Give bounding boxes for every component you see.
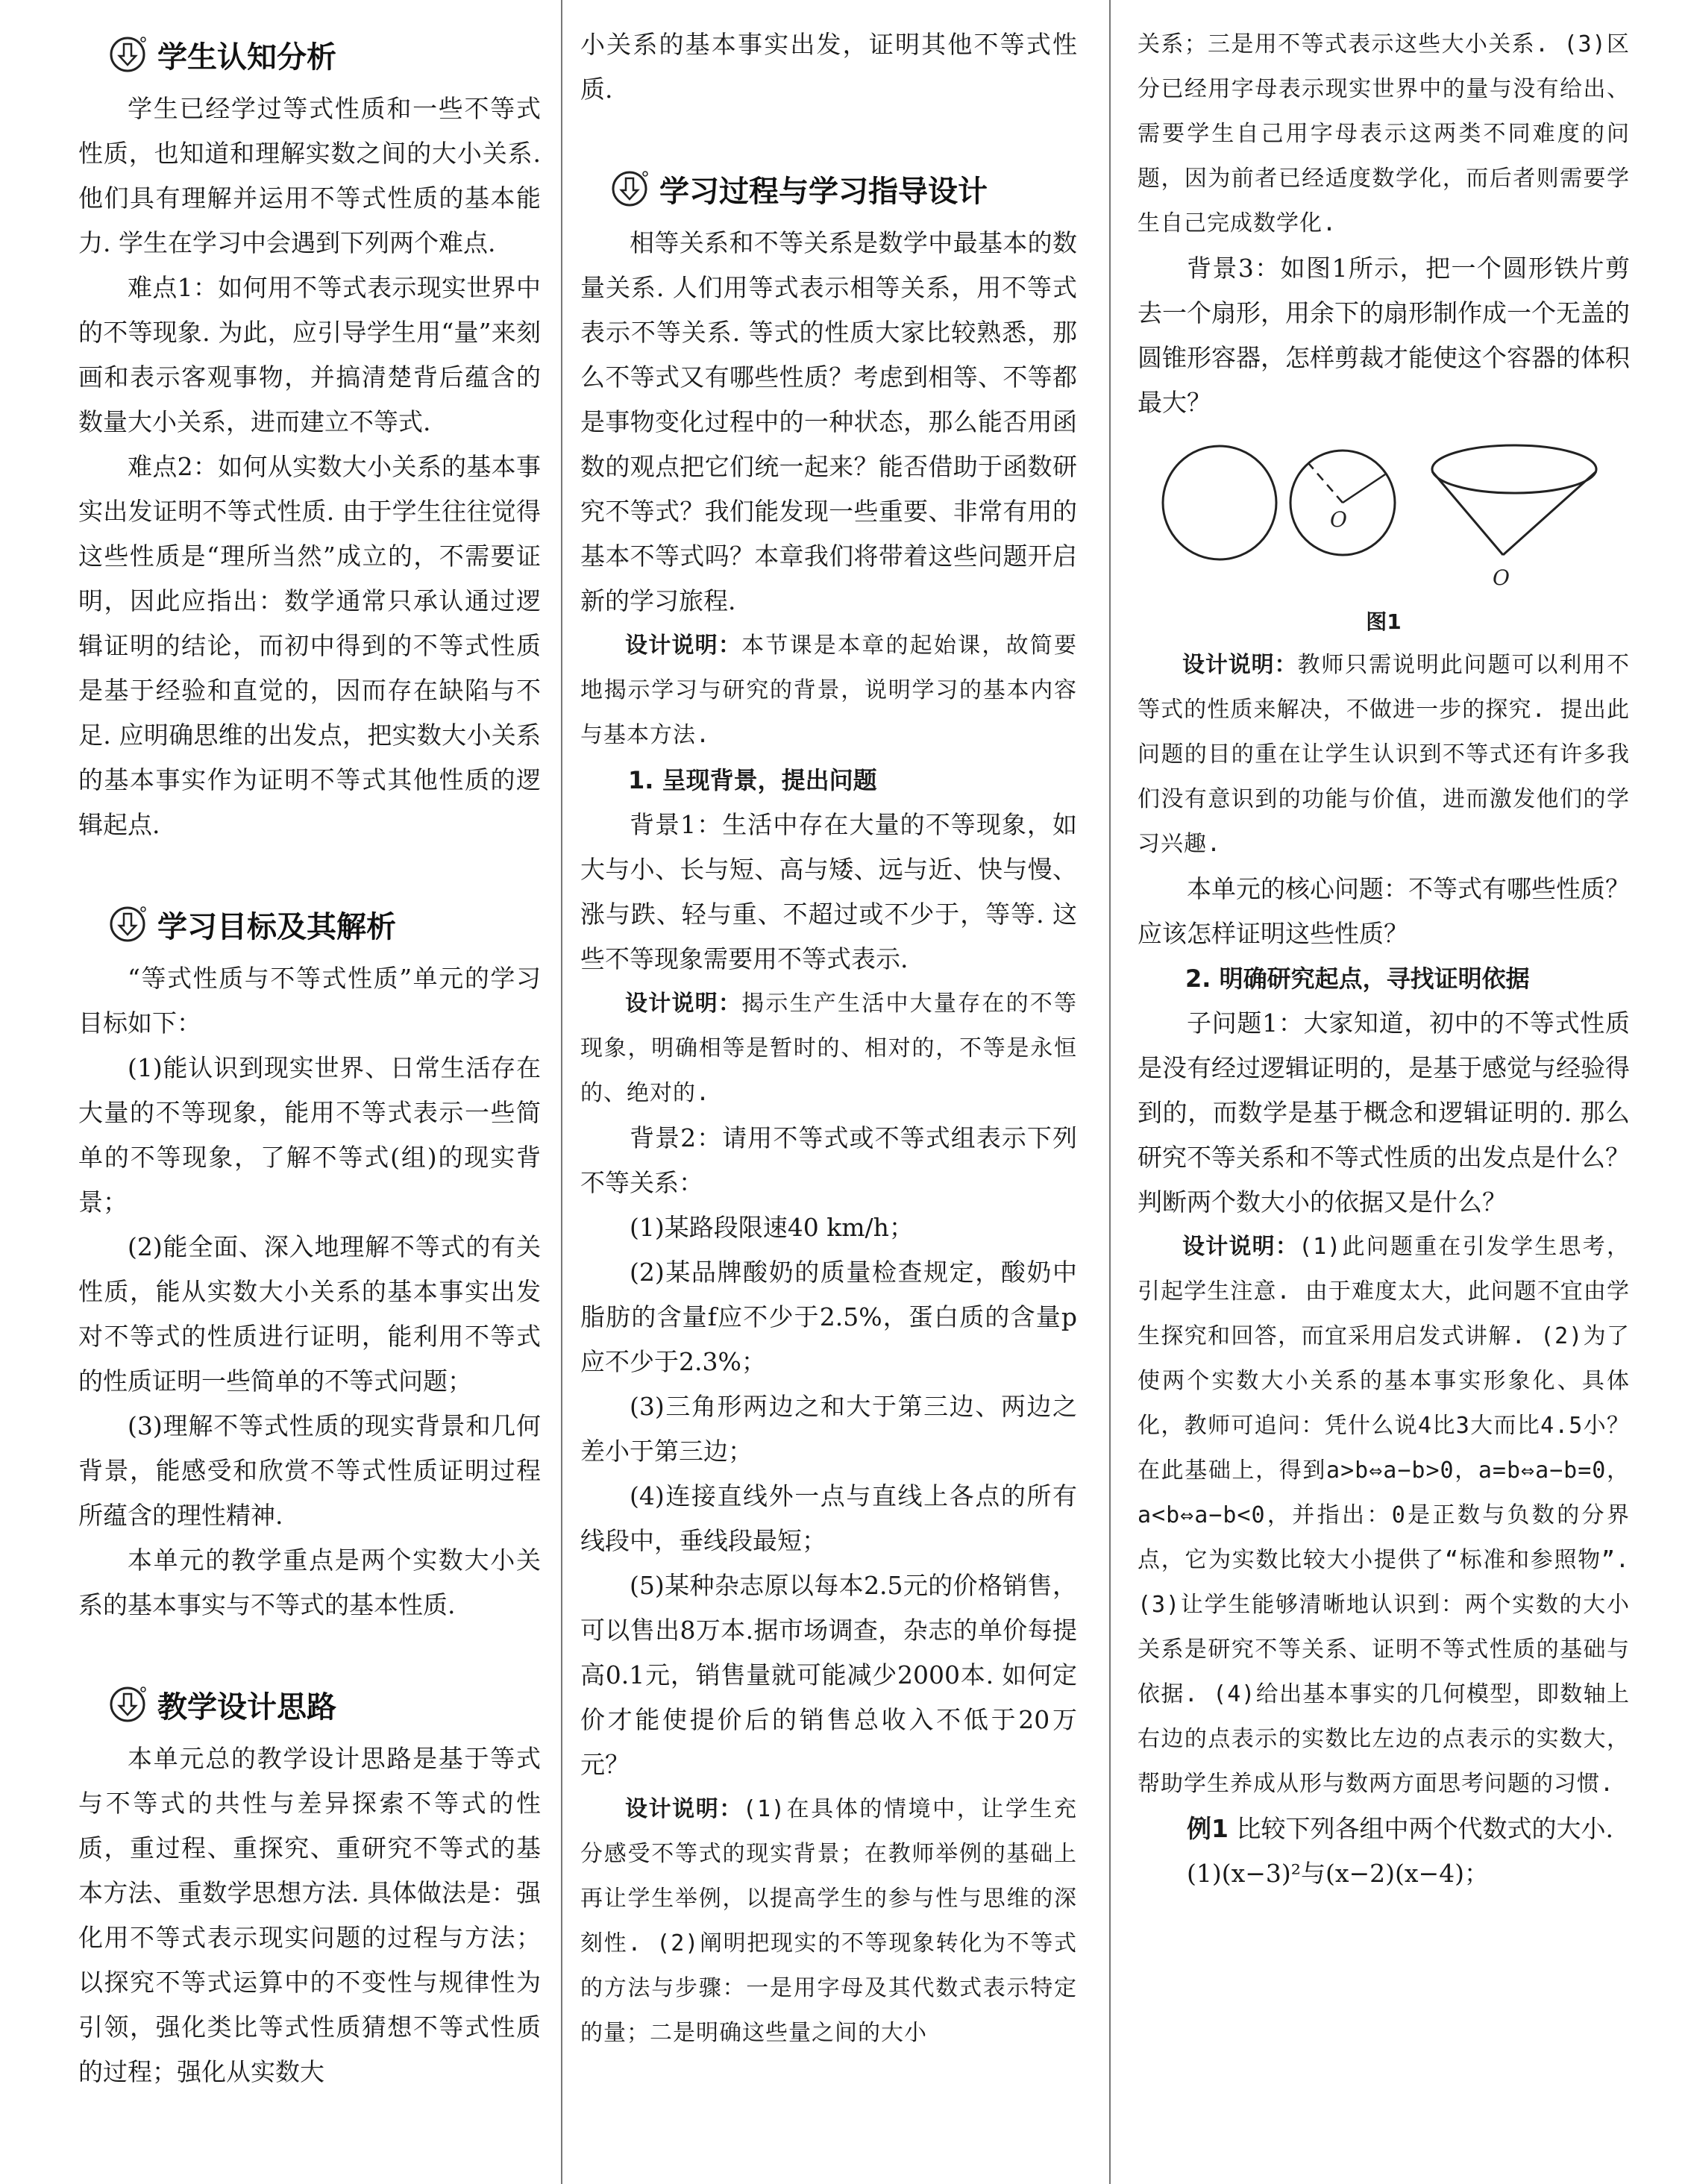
paragraph: 背景3：如图1所示，把一个圆形铁片剪去一个扇形，用余下的扇形制作成一个无盖的圆锥形容器，怎样剪裁才能使这个容器的体积最大？: [1138, 254, 1630, 417]
column-divider: [561, 0, 562, 2184]
full-circle: [1163, 446, 1276, 559]
paragraph: 子问题1：大家知道，初中的不等式性质是没有经过逻辑证明的，是基于感觉与经验得到的，而数学是基于概念和逻辑证明的. 那么研究不等关系和不等式性质的出发点是什么？判断两个数大小的依据又是什么？: [1138, 1008, 1630, 1217]
paragraph: (3)理解不等式性质的现实背景和几何背景，能感受和欣赏不等式性质证明过程所蕴含的理性精神.: [78, 1411, 541, 1530]
center-label-o: O: [1330, 507, 1347, 532]
design-note-label: 设计说明：: [625, 1796, 743, 1822]
paragraph: (4)连接直线外一点与直线上各点的所有线段中，垂线段最短；: [580, 1481, 1077, 1555]
paragraph: 本单元总的教学设计思路是基于等式与不等式的共性与差异探索不等式的性质，重过程、重探究、重研究不等式的基本方法、重数学思想方法. 具体做法是：强化用不等式表示现实问题的过程与方法；以探究不等式运算中的不变性与规律性为引领，强化类比等式性质猜想不等式性质的过程；强化从实数大: [78, 1744, 541, 2086]
apex-label-o: O: [1493, 565, 1510, 590]
design-note-label: 设计说明：: [625, 991, 742, 1017]
design-note-label: 设计说明：: [1182, 652, 1298, 678]
column-divider: [1109, 0, 1111, 2184]
down-arrow-circle-icon: [108, 905, 147, 944]
circle-sector-cone-diagram: [1152, 443, 1615, 592]
sector-radius-2: [1343, 474, 1385, 503]
paragraph: 学生已经学过等式性质和一些不等式性质，也知道和理解实数之间的大小关系. 他们具有理解并运用不等式性质的基本能力. 学生在学习中会遇到下列两个难点.: [78, 94, 541, 257]
design-note: [580, 1787, 1077, 2056]
heading-text: 教学设计思路: [157, 1689, 336, 1725]
paragraph: 难点1：如何用不等式表示现实世界中的不等现象. 为此，应引导学生用“量”来刻画和表示客观事物，并搞清楚背后蕴含的数量大小关系，进而建立不等式.: [78, 273, 541, 436]
example: [1138, 1807, 1630, 1851]
down-arrow-circle-icon: [610, 169, 649, 208]
example-item: (1)(x−3)²与(x−2)(x−4)；: [1187, 1859, 1489, 1888]
example-label: 例1: [1187, 1814, 1229, 1843]
design-note-text: 揭示生产生活中大量存在的不等现象，明确相等是暂时的、相对的，不等是永恒的、绝对的.: [580, 991, 1078, 1106]
subsection-heading: 1. 呈现背景，提出问题: [628, 766, 877, 794]
figure-caption: 图1: [1366, 609, 1402, 634]
design-note: [1138, 1225, 1630, 1807]
heading-text: 学习目标及其解析: [157, 909, 396, 944]
heading-text: 学习过程与学习指导设计: [659, 174, 988, 209]
paragraph: 小关系的基本事实出发，证明其他不等式性质.: [580, 30, 1077, 104]
subsection-heading: 2. 明确研究起点，寻找证明依据: [1185, 964, 1530, 993]
design-note-label: 设计说明：: [1182, 1234, 1299, 1260]
cone-side-left: [1432, 471, 1503, 555]
paragraph: 背景2：请用不等式或不等式组表示下列不等关系：: [580, 1123, 1077, 1197]
column-1: [78, 22, 541, 2169]
down-arrow-circle-icon: [108, 1685, 147, 1724]
paragraph: 本单元的核心问题：不等式有哪些性质？应该怎样证明这些性质？: [1138, 874, 1630, 948]
paragraph: 背景1：生活中存在大量的不等现象，如大与小、长与短、高与矮、远与近、快与慢、涨与跌、轻与重、不超过或不少于，等等. 这些不等现象需要用不等式表示.: [580, 810, 1077, 973]
paragraph: 本单元的教学重点是两个实数大小关系的基本事实与不等式的基本性质.: [78, 1546, 541, 1619]
design-note-text: 教师只需说明此问题可以利用不等式的性质来解决，不做进一步的探究. 提出此问题的目的重在让学生认识到不等式还有许多我们没有意识到的功能与价值，进而激发他们的学习兴趣.: [1138, 652, 1631, 857]
design-note-label: 设计说明：: [625, 633, 742, 659]
paragraph: (3)三角形两边之和大于第三边、两边之差小于第三边；: [580, 1392, 1077, 1466]
column-3: [1138, 22, 1630, 2169]
figure-1: [1138, 443, 1630, 636]
cone-side-right: [1503, 471, 1596, 555]
cone-rim: [1432, 445, 1596, 493]
paragraph: “等式性质与不等式性质”单元的学习目标如下：: [78, 964, 541, 1038]
down-arrow-circle-icon: [108, 35, 147, 74]
design-note-text: (1)在具体的情境中，让学生充分感受不等式的现实背景；在教师举例的基础上再让学生举例，以提高学生的参与性与思维的深刻性. (2)阐明把现实的不等现象转化为不等式的方法与步骤：一是用字母及其代数式表示特定的量；二是明确这些量之间的大小: [580, 1796, 1078, 2046]
design-note-continued: 关系；三是用不等式表示这些大小关系. (3)区分已经用字母表示现实世界中的量与没有给出、需要学生自己用字母表示这两类不同难度的问题，因为前者已经适度数学化，而后者则需要学生自己完成数学化.: [1138, 31, 1630, 236]
paragraph: (5)某种杂志原以每本2.5元的价格销售，可以售出8万本.据市场调查，杂志的单价每提高0.1元，销售量就可能减少2000本. 如何定价才能使提价后的销售总收入不低于20万元？: [580, 1571, 1077, 1779]
paragraph: 相等关系和不等关系是数学中最基本的数量关系. 人们用等式表示相等关系，用不等式表示不等关系. 等式的性质大家比较熟悉，那么不等式又有哪些性质？考虑到相等、不等都是事物变化过程中的一种状态，那么能否用函数的观点把它们统一起来？能否借助于函数研究不等式？我们能发现一些重要、非常有用的基本不等式吗？本章我们将带着这些问题开启新的学习旅程.: [580, 228, 1077, 615]
example-text: 比较下列各组中两个代数式的大小.: [1228, 1814, 1613, 1843]
column-2: [580, 22, 1077, 2169]
section-heading: [108, 901, 541, 947]
section-heading: [108, 1681, 541, 1728]
paragraph: 难点2：如何从实数大小关系的基本事实出发证明不等式性质. 由于学生往往觉得这些性质是“理所当然”成立的，不需要证明，因此应指出：数学通常只承认通过逻辑证明的结论，而初中得到的不等式性质是基于经验和直觉的，因而存在缺陷与不足. 应明确思维的出发点，把实数大小关系的基本事实作为证明不等式其他性质的逻辑起点.: [78, 452, 541, 839]
heading-text: 学生认知分析: [157, 40, 336, 75]
paragraph: (1)某路段限速40 km/h；: [630, 1213, 914, 1242]
paragraph: (2)某品牌酸奶的质量检查规定，酸奶中脂肪的含量f应不少于2.5%，蛋白质的含量p应不少于2.3%；: [580, 1258, 1077, 1376]
design-note-text: 本节课是本章的起始课，故简要地揭示学习与研究的背景，说明学习的基本内容与基本方法.: [580, 633, 1078, 748]
design-note-text: (1)此问题重在引发学生思考，引起学生注意. 由于难度太大，此问题不宜由学生探究和回答，而宜采用启发式讲解. (2)为了使两个实数大小关系的基本事实形象化、具体化，教师可追问：凭什么说4比3大而比4.5小？在此基础上，得到a>b⇔a−b>0，a=b⇔a−b=0，a<b⇔a−b<0，并指出：0是正数与负数的分界点，它为实数比较大小提供了“标准和参照物”. (3)让学生能够清晰地认识到：两个实数的大小关系是研究不等关系、证明不等式性质的基础与依据. (4)给出基本事实的几何模型，即数轴上右边的点表示的实数比左边的点表示的实数大，帮助学生养成从形与数两方面思考问题的习惯.: [1138, 1234, 1631, 1797]
design-note: [1138, 643, 1630, 867]
section-heading: [108, 31, 541, 78]
design-note: [580, 624, 1077, 758]
section-heading: [610, 166, 1077, 212]
paragraph: (2)能全面、深入地理解不等式的有关性质，能从实数大小关系的基本事实出发对不等式的性质进行证明，能利用不等式的性质证明一些简单的不等式问题；: [78, 1232, 541, 1396]
sector-radius-1: [1309, 464, 1343, 503]
design-note: [580, 982, 1077, 1116]
paragraph: (1)能认识到现实世界、日常生活存在大量的不等现象，能用不等式表示一些简单的不等现象，了解不等式(组)的现实背景；: [78, 1053, 541, 1217]
